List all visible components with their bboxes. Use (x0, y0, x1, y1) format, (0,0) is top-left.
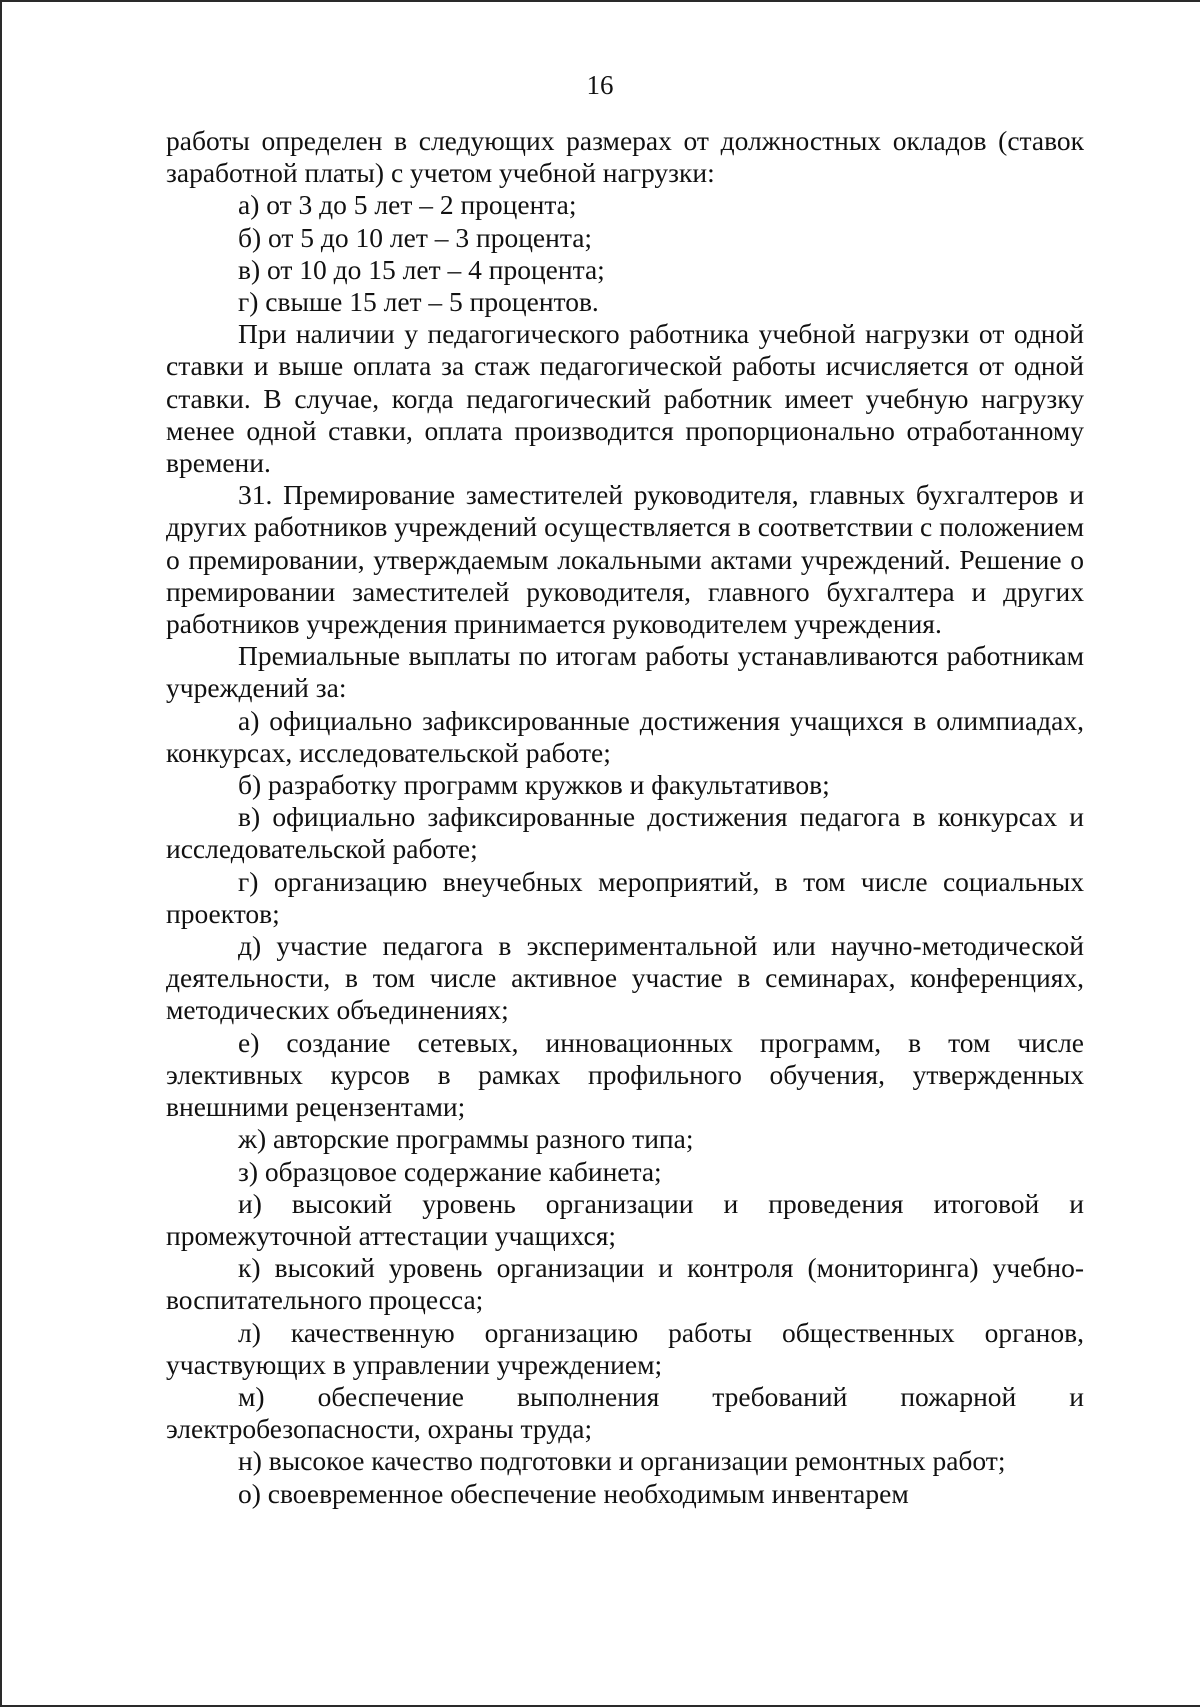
list-item-e-bonus: е) создание сетевых, инновационных программ, в том числе элективных курсов в рамках профильного обучения, утвержденных внешними рецензентами; (166, 1026, 1084, 1123)
list-item-d-bonus: д) участие педагога в экспериментальной или научно-методической деятельности, в том числе активное участие в семинарах, конференциях, методических объединениях; (166, 930, 1084, 1026)
paragraph-continuation: работы определен в следующих размерах от должностных окладов (ставок заработной платы) с учетом учебной нагрузки: (166, 125, 1084, 189)
list-item-g-bonus: г) организацию внеучебных мероприятий, в том числе социальных проектов; (166, 865, 1084, 929)
list-item-k-bonus: к) высокий уровень организации и контроля (мониторинга) учебно-воспитательного процесса; (166, 1252, 1084, 1316)
list-item-n-bonus: н) высокое качество подготовки и организации ремонтных работ; (238, 1445, 1006, 1477)
paragraph-clause-31: 31. Премирование заместителей руководителя, главных бухгалтеров и других работников учреждений осуществляется в соответствии с положением о премировании, утверждаемым локальными актами учреждений. Решение о премировании заместителей руководителя, главного бухгалтера и других работников учреждения принимается руководителем учреждения. (166, 479, 1084, 640)
list-item-v-seniority: в) от 10 до 15 лет – 4 процента; (238, 253, 605, 285)
list-item-b-bonus: б) разработку программ кружков и факультативов; (238, 769, 830, 801)
list-item-v-bonus: в) официально зафиксированные достижения педагога в конкурсах и исследовательской работе; (166, 801, 1084, 865)
paragraph-bonus-intro: Премиальные выплаты по итогам работы устанавливаются работникам учреждений за: (166, 640, 1084, 704)
list-item-i-bonus: и) высокий уровень организации и проведения итоговой и промежуточной аттестации учащихся; (166, 1187, 1084, 1251)
document-body (166, 125, 1084, 1510)
list-item-b-seniority: б) от 5 до 10 лет – 3 процента; (238, 221, 593, 253)
list-item-a-seniority: а) от 3 до 5 лет – 2 процента; (238, 189, 577, 221)
list-item-m-bonus: м) обеспечение выполнения требований пожарной и электробезопасности, охраны труда; (166, 1380, 1084, 1445)
page-number: 16 (586, 70, 614, 100)
list-item-l-bonus: л) качественную организацию работы общественных органов, участвующих в управлении учреждением; (166, 1316, 1084, 1380)
list-item-z-bonus: з) образцовое содержание кабинета; (238, 1155, 662, 1187)
list-item-zh-bonus: ж) авторские программы разного типа; (238, 1123, 694, 1155)
list-item-g-seniority: г) свыше 15 лет – 5 процентов. (238, 286, 599, 318)
scan-border-left (0, 0, 2, 1707)
scan-border-top (0, 0, 1200, 2)
list-item-a-bonus: а) официально зафиксированные достижения учащихся в олимпиадах, конкурсах, исследовательской работе; (166, 704, 1084, 768)
paragraph-teaching-load: При наличии у педагогического работника учебной нагрузки от одной ставки и выше оплата за стаж педагогической работы исчисляется от одной ставки. В случае, когда педагогический работник имеет учебную нагрузку менее одной ставки, оплата производится пропорционально отработанному времени. (166, 318, 1084, 479)
list-item-o-bonus: о) своевременное обеспечение необходимым инвентарем (238, 1477, 909, 1509)
